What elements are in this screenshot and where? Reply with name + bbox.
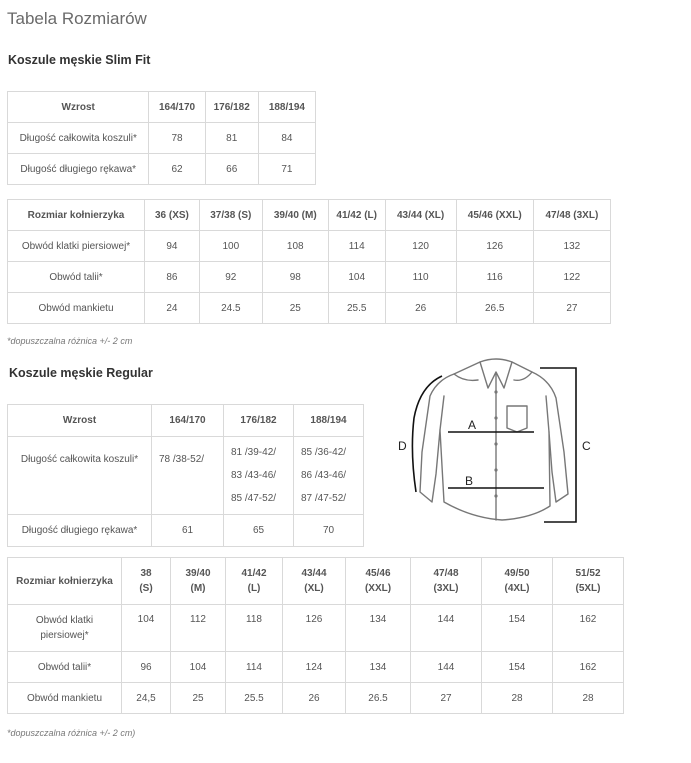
label-line: piersiowej*: [40, 630, 89, 641]
table-cell: 116: [456, 262, 533, 293]
header-line: 38: [140, 568, 152, 579]
header-line: 45/46: [365, 568, 391, 579]
table-cell: 28: [482, 683, 553, 714]
header-line: 43/44: [301, 568, 327, 579]
header-line: (XL): [304, 583, 324, 594]
table-cell: 62: [149, 154, 205, 185]
table-cell: 162: [553, 652, 624, 683]
cell-line: 81 /39-42/: [231, 447, 277, 458]
row-label: Długość długiego rękawa*: [8, 515, 152, 547]
table-cell: 126: [283, 605, 346, 652]
table-cell: 144: [411, 605, 482, 652]
table-cell: 96: [122, 652, 171, 683]
table-header-row: [8, 92, 316, 123]
table-row: [8, 515, 364, 547]
table-cell: 61: [152, 515, 224, 547]
table-header-cell: [122, 558, 171, 605]
shirt-button: [494, 390, 497, 393]
table-row: [8, 293, 611, 324]
table-header-cell: [346, 558, 411, 605]
table-cell: 154: [482, 605, 553, 652]
table-header-cell: 37/38 (S): [199, 200, 262, 231]
measure-line-c: [540, 368, 576, 522]
regular-note: *dopuszczalna różnica +/- 2 cm): [7, 728, 136, 738]
table-cell: 26.5: [346, 683, 411, 714]
slim-height-table: [7, 91, 316, 185]
table-cell: 84: [258, 123, 315, 154]
table-cell: 144: [411, 652, 482, 683]
table-cell: 108: [262, 231, 328, 262]
shirt-sleeve-seam: [440, 396, 549, 432]
regular-height-table: [7, 404, 364, 547]
page-title: Tabela Rozmiarów: [7, 9, 147, 28]
table-row: [8, 262, 611, 293]
row-label: Obwód mankietu: [8, 293, 145, 324]
shirt-body-outline: [420, 362, 568, 520]
table-cell: 86: [145, 262, 200, 293]
shirt-button: [494, 494, 497, 497]
row-label: [8, 605, 122, 652]
table-header-cell: 188/194: [294, 405, 364, 437]
table-header-cell: Wzrost: [8, 92, 149, 123]
table-cell: 124: [283, 652, 346, 683]
header-line: (M): [190, 583, 206, 594]
table-cell: 122: [533, 262, 610, 293]
table-cell: 162: [553, 605, 624, 652]
row-label: Obwód mankietu: [8, 683, 122, 714]
table-cell: 24.5: [199, 293, 262, 324]
table-cell: 27: [533, 293, 610, 324]
table-header-row: [8, 200, 611, 231]
table-cell: 24: [145, 293, 200, 324]
table-cell: 26.5: [456, 293, 533, 324]
table-cell: 70: [294, 515, 364, 547]
label-a: A: [468, 418, 477, 432]
header-line: 41/42: [241, 568, 267, 579]
table-header-row: [8, 558, 624, 605]
slim-section-title: Koszule męskie Slim Fit: [8, 53, 151, 67]
table-cell: 110: [385, 262, 456, 293]
table-row: [8, 652, 624, 683]
table-cell: 118: [226, 605, 283, 652]
table-header-cell: 36 (XS): [145, 200, 200, 231]
table-header-cell: 188/194: [258, 92, 315, 123]
header-line: (3XL): [433, 583, 459, 594]
table-cell: 25: [262, 293, 328, 324]
table-cell: 112: [171, 605, 226, 652]
table-header-cell: [553, 558, 624, 605]
header-line: (4XL): [504, 583, 530, 594]
table-cell: 134: [346, 652, 411, 683]
shirt-button: [494, 468, 497, 471]
header-line: 51/52: [575, 568, 601, 579]
table-cell: 98: [262, 262, 328, 293]
regular-collar-table: [7, 557, 624, 714]
table-cell: 132: [533, 231, 610, 262]
table-cell: 92: [199, 262, 262, 293]
measure-line-d: [412, 376, 442, 492]
header-line: 49/50: [504, 568, 530, 579]
table-cell: 26: [385, 293, 456, 324]
table-header-cell: 164/170: [149, 92, 205, 123]
table-cell: 24,5: [122, 683, 171, 714]
table-header-cell: 164/170: [152, 405, 224, 437]
cell-line: 83 /43-46/: [231, 470, 277, 481]
label-b: B: [465, 474, 474, 488]
table-cell: 126: [456, 231, 533, 262]
table-cell: 100: [199, 231, 262, 262]
row-label: Długość całkowita koszuli*: [8, 437, 152, 515]
cell-line: 87 /47-52/: [301, 493, 347, 504]
table-header-cell: Rozmiar kołnierzyka: [8, 200, 145, 231]
table-cell: 71: [258, 154, 315, 185]
slim-collar-table: [7, 199, 611, 324]
cell-line: 86 /43-46/: [301, 470, 347, 481]
table-row: [8, 123, 316, 154]
shirt-diagram: [392, 352, 602, 528]
table-header-row: [8, 405, 364, 437]
row-label: Obwód talii*: [8, 262, 145, 293]
table-cell: 26: [283, 683, 346, 714]
table-cell: 94: [145, 231, 200, 262]
table-cell: 104: [328, 262, 385, 293]
row-label: Obwód talii*: [8, 652, 122, 683]
table-header-cell: [171, 558, 226, 605]
table-cell: 66: [205, 154, 258, 185]
header-line: (5XL): [575, 583, 601, 594]
label-line: Obwód klatki: [35, 615, 94, 626]
table-cell: 27: [411, 683, 482, 714]
table-header-cell: [283, 558, 346, 605]
table-cell: 78 /38-52/: [152, 437, 224, 515]
table-cell: [224, 437, 294, 515]
table-cell: 81: [205, 123, 258, 154]
table-cell: 28: [553, 683, 624, 714]
cell-line: 85 /47-52/: [231, 493, 277, 504]
table-header-cell: 176/182: [205, 92, 258, 123]
header-line: 39/40: [185, 568, 211, 579]
table-row: [8, 605, 624, 652]
table-row: [8, 683, 624, 714]
table-cell: 25: [171, 683, 226, 714]
row-label: Obwód klatki piersiowej*: [8, 231, 145, 262]
header-line: (S): [139, 583, 153, 594]
shirt-button: [494, 442, 497, 445]
table-cell: 104: [171, 652, 226, 683]
label-d: D: [398, 439, 407, 453]
header-line: 47/48: [433, 568, 459, 579]
regular-section-title: Koszule męskie Regular: [9, 366, 153, 380]
table-row: [8, 154, 316, 185]
table-header-cell: Wzrost: [8, 405, 152, 437]
shirt-pocket: [507, 406, 527, 432]
slim-note: *dopuszczalna różnica +/- 2 cm: [7, 336, 133, 346]
table-cell: 78: [149, 123, 205, 154]
table-cell: [294, 437, 364, 515]
row-label: Długość długiego rękawa*: [8, 154, 149, 185]
header-line: (L): [247, 583, 261, 594]
header-line: (XXL): [364, 583, 392, 594]
table-header-cell: 47/48 (3XL): [533, 200, 610, 231]
table-row: [8, 437, 364, 515]
table-cell: 114: [226, 652, 283, 683]
table-row: [8, 231, 611, 262]
table-header-cell: [226, 558, 283, 605]
table-cell: 65: [224, 515, 294, 547]
row-label: Długość całkowita koszuli*: [8, 123, 149, 154]
cell-line: 85 /36-42/: [301, 447, 347, 458]
table-cell: 134: [346, 605, 411, 652]
table-header-cell: Rozmiar kołnierzyka: [8, 558, 122, 605]
shirt-button: [494, 416, 497, 419]
table-header-cell: 43/44 (XL): [385, 200, 456, 231]
table-header-cell: [482, 558, 553, 605]
table-header-cell: 176/182: [224, 405, 294, 437]
table-cell: 25.5: [328, 293, 385, 324]
table-header-cell: 39/40 (M): [262, 200, 328, 231]
label-c: C: [582, 439, 591, 453]
table-cell: 120: [385, 231, 456, 262]
table-header-cell: [411, 558, 482, 605]
table-cell: 114: [328, 231, 385, 262]
table-header-cell: 41/42 (L): [328, 200, 385, 231]
table-cell: 25.5: [226, 683, 283, 714]
table-cell: 104: [122, 605, 171, 652]
table-header-cell: 45/46 (XXL): [456, 200, 533, 231]
table-cell: 154: [482, 652, 553, 683]
